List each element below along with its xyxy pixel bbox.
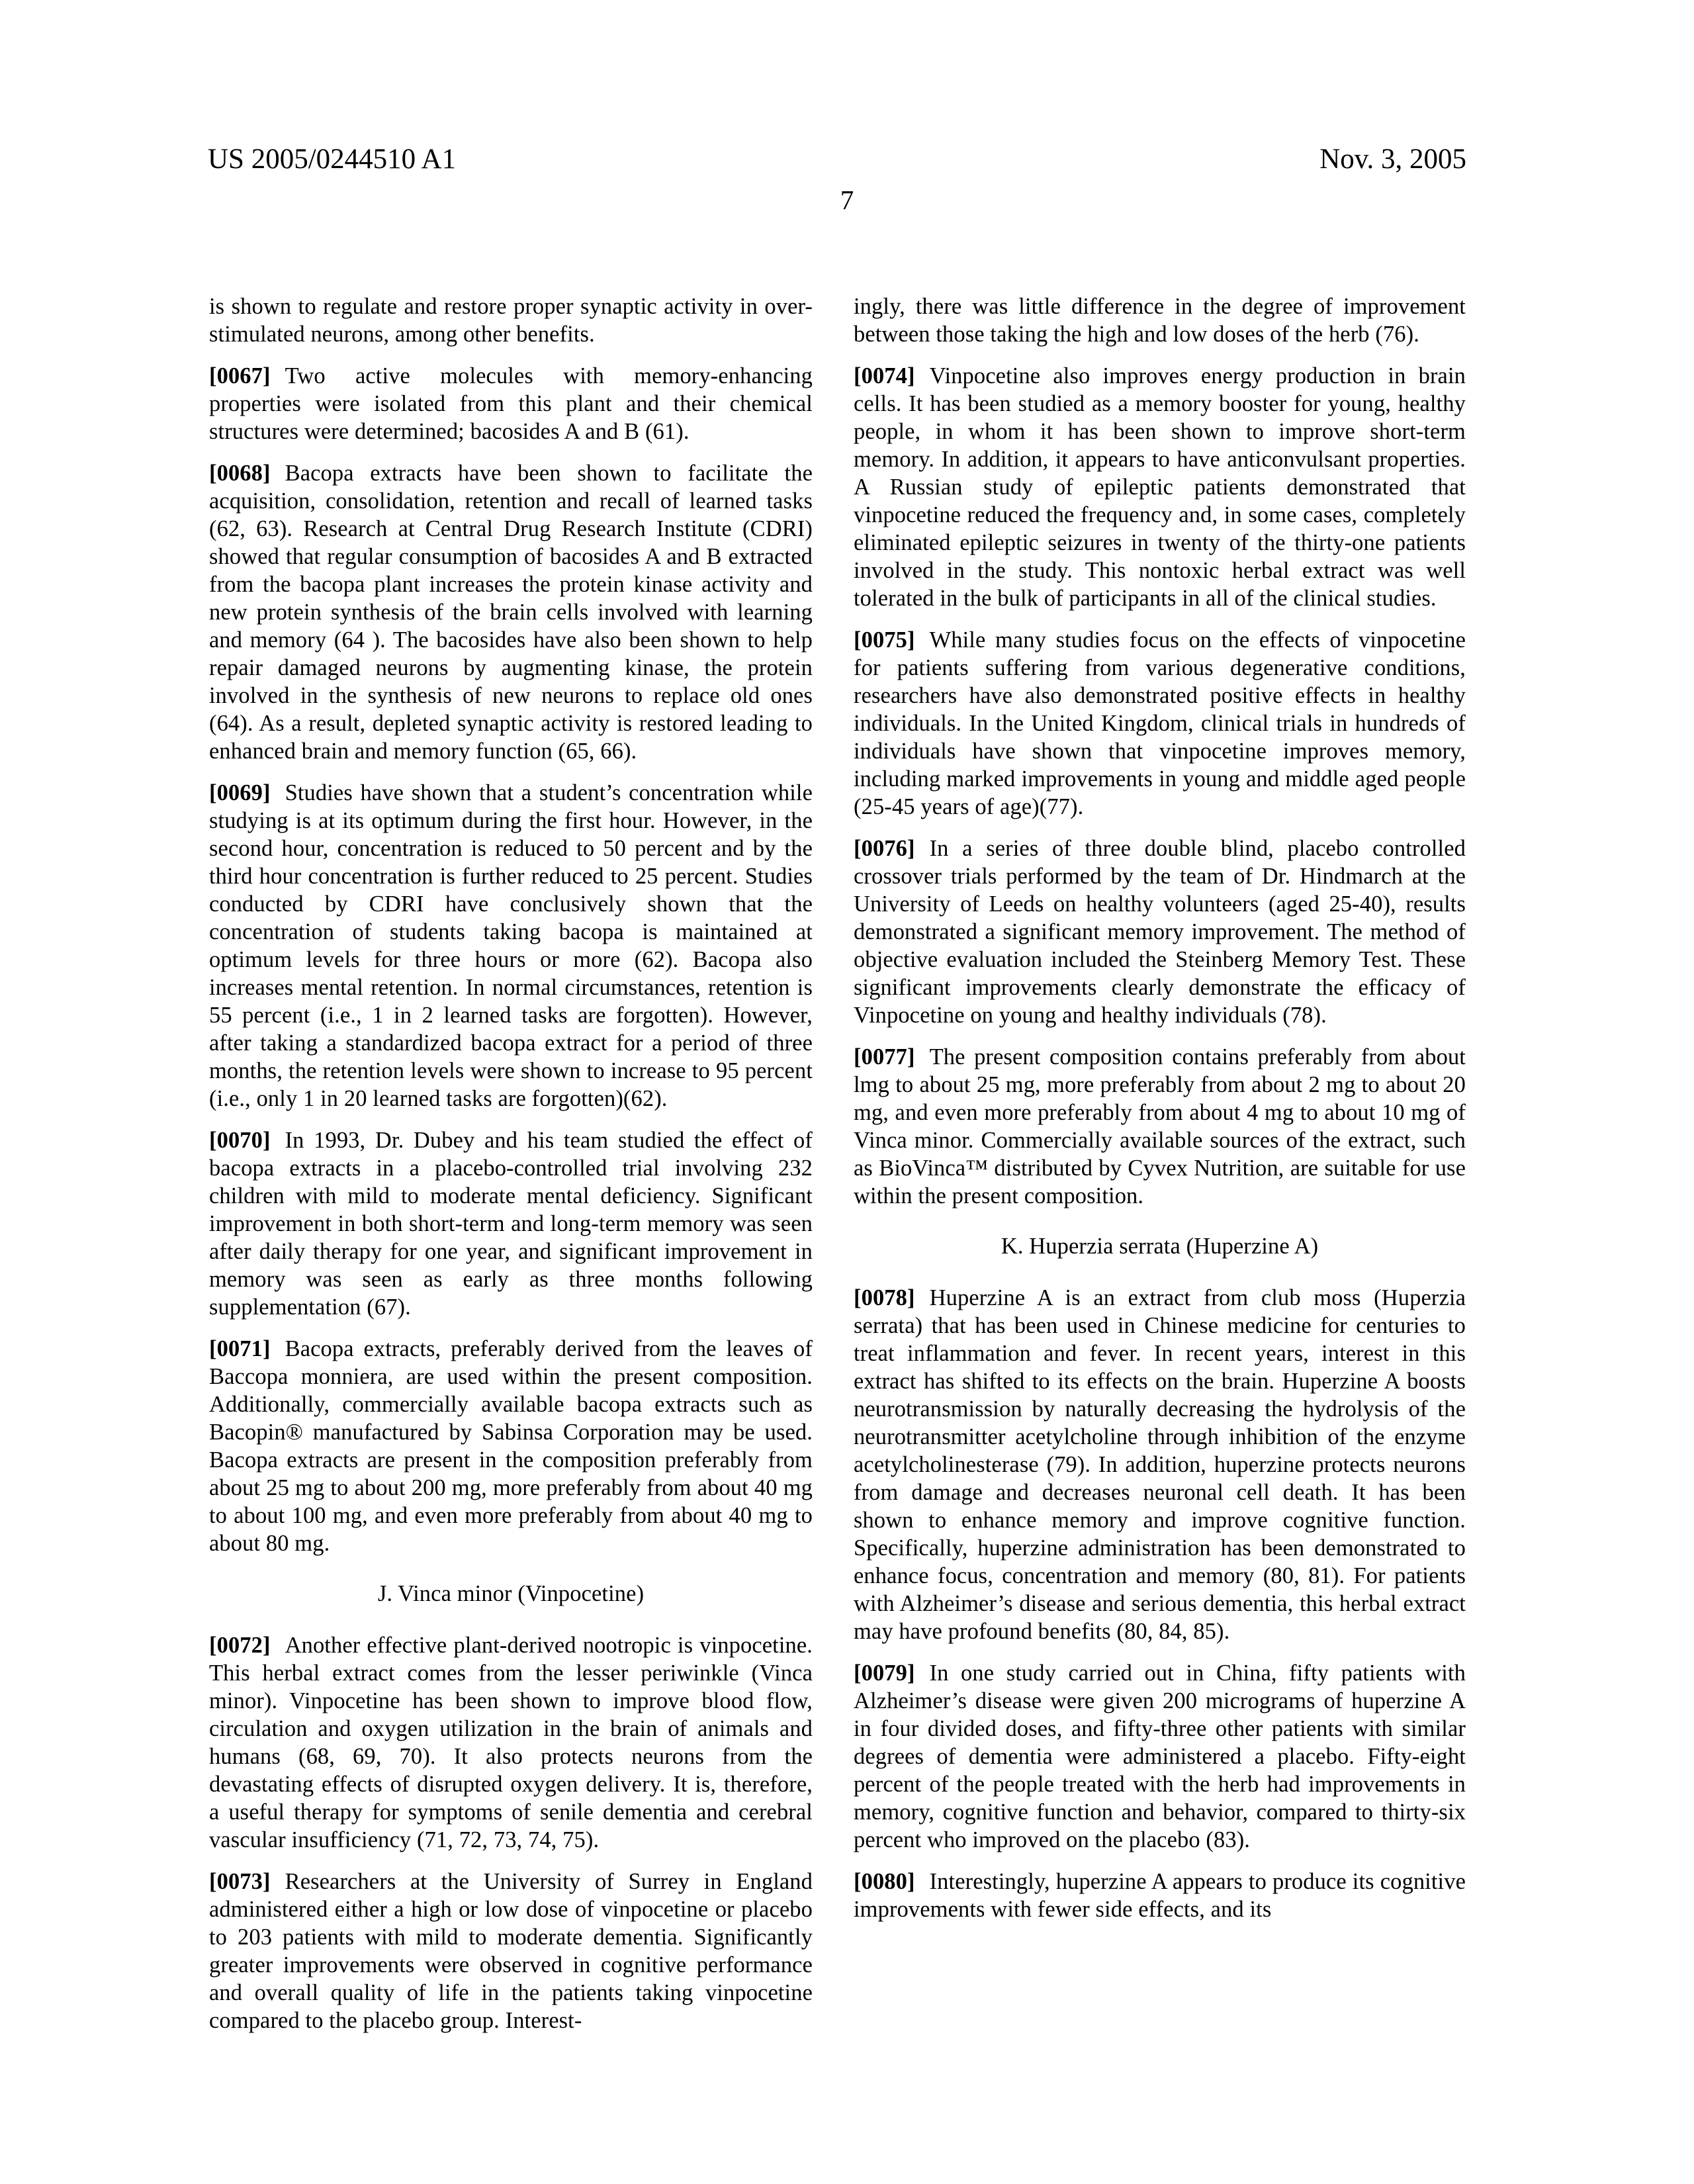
paragraph-number: [0080] [854, 1869, 915, 1894]
paragraph: [0079] In one study carried out in China, fifty patients with Alzheimer’s disease were given 200 micrograms of huperzine A in four divided doses, and fifty-three other patients with similar degrees of dementia were administered a placebo. Fifty-eight percent of the people treated with the herb had improvements in memory, cognitive function and behavior, compared to thirty-six percent who improved on the placebo (83). [854, 1661, 1466, 1852]
paragraph-number: [0068] [209, 461, 271, 486]
patent-number: US 2005/0244510 A1 [208, 144, 457, 175]
paragraph-number: [0070] [209, 1128, 271, 1153]
publication-date: Nov. 3, 2005 [1319, 144, 1466, 175]
paragraph: [0072] Another effective plant-derived nootropic is vinpocetine. This herbal extract comes from the lesser periwinkle (Vinca minor). Vinpocetine has been shown to improve blood flow, circulation and oxygen utilization in the brain of animals and humans (68, 69, 70). It also protects neurons from the devastating effects of disrupted oxygen delivery. It is, therefore, a useful therapy for symptoms of senile dementia and cerebral vascular insufficiency (71, 72, 73, 74, 75). [209, 1633, 813, 1852]
paragraph-number: [0072] [209, 1633, 271, 1658]
page-number: 7 [840, 185, 854, 215]
paragraph-number: [0075] [854, 627, 915, 653]
paragraph: [0078] Huperzine A is an extract from club moss (Huperzia serrata) that has been used in Chinese medicine for centuries to treat inflammation and fever. In recent years, interest in this extract has shifted to its effects on the brain. Huperzine A boosts neurotransmission by naturally decreasing the hydrolysis of the neurotransmitter acetylcholine through inhibition of the enzyme acetylcholinesterase (79). In addition, huperzine protects neurons from damage and decreases neuronal cell death. It has been shown to enhance memory and improve cognitive function. Specifically, huperzine administration has been demonstrated to enhance focus, concentration and memory (80, 81). For patients with Alzheimer’s disease and serious dementia, this herbal extract may have profound benefits (80, 84, 85). [854, 1285, 1466, 1644]
paragraph-number: [0078] [854, 1285, 915, 1310]
text-column-right [854, 293, 1466, 1923]
paragraph: [0069] Studies have shown that a student’s concentration while studying is at its optimum during the first hour. However, in the second hour, concentration is reduced to 50 percent and by the third hour concentration is further reduced to 25 percent. Studies conducted by CDRI have conclusively shown that the concentration of students taking bacopa is maintained at optimum levels for three hours or more (62). Bacopa also increases mental retention. In normal circumstances, retention is 55 percent (i.e., 1 in 2 learned tasks are forgotten). However, after taking a standardized bacopa extract for a period of three months, the retention levels were shown to increase to 95 percent (i.e., only 1 in 20 learned tasks are forgotten)(62). [209, 780, 813, 1111]
paragraph: is shown to regulate and restore proper synaptic activity in over-stimulated neurons, among other benefits. [209, 294, 813, 347]
paragraph-number: [0074] [854, 363, 915, 388]
paragraph-number: [0069] [209, 780, 271, 805]
paragraph: [0071] Bacopa extracts, preferably derived from the leaves of Baccopa monniera, are used within the present composition. Additionally, commercially available bacopa extracts such as Bacopin® manufactured by Sabinsa Corporation may be used. Bacopa extracts are present in the composition preferably from about 25 mg to about 200 mg, more preferably from about 40 mg to about 100 mg, and even more preferably from about 40 mg to about 80 mg. [209, 1336, 813, 1556]
paragraph: [0068] Bacopa extracts have been shown to facilitate the acquisition, consolidation, retention and recall of learned tasks (62, 63). Research at Central Drug Research Institute (CDRI) showed that regular consumption of bacosides A and B extracted from the bacopa plant increases the protein kinase activity and new protein synthesis of the brain cells involved with learning and memory (64 ). The bacosides have also been shown to help repair damaged neurons by augmenting kinase, the protein involved in the synthesis of new neurons to replace old ones (64). As a result, depleted synaptic activity is restored leading to enhanced brain and memory function (65, 66). [209, 461, 813, 764]
paragraph: [0080] Interestingly, huperzine A appears to produce its cognitive improvements with fewer side effects, and its [854, 1869, 1466, 1922]
paragraph-number: [0071] [209, 1336, 271, 1361]
paragraph: [0073] Researchers at the University of Surrey in England administered either a high or low dose of vinpocetine or placebo to 203 patients with mild to moderate dementia. Significantly greater improvements were observed in cognitive performance and overall quality of life in the patients taking vinpocetine compared to the placebo group. Interest- [209, 1869, 813, 2033]
paragraph: [0067] Two active molecules with memory-enhancing properties were isolated from this plant and their chemical structures were determined; bacosides A and B (61). [209, 363, 813, 444]
paragraph: ingly, there was little difference in the degree of improvement between those taking the high and low doses of the herb (76). [854, 294, 1466, 347]
paragraph: [0070] In 1993, Dr. Dubey and his team studied the effect of bacopa extracts in a placebo-controlled trial involving 232 children with mild to moderate mental deficiency. Significant improvement in both short-term and long-term memory was seen after daily therapy for one year, and significant improvement in memory was seen as early as three months following supplementation (67). [209, 1128, 813, 1320]
text-column-left [209, 293, 813, 2034]
paragraph-number: [0077] [854, 1044, 915, 1069]
paragraph: [0076] In a series of three double blind, placebo controlled crossover trials performed by the team of Dr. Hindmarch at the University of Leeds on healthy volunteers (aged 25-40), results demonstrated a significant memory improvement. The method of objective evaluation included the Steinberg Memory Test. These significant improvements clearly demonstrate the efficacy of Vinpocetine on young and healthy individuals (78). [854, 836, 1466, 1028]
paragraph: [0075] While many studies focus on the effects of vinpocetine for patients suffering from various degenerative conditions, researchers have also demonstrated positive effects in healthy individuals. In the United Kingdom, clinical trials in hundreds of individuals have shown that vinpocetine improves memory, including marked improvements in young and middle aged people (25-45 years of age)(77). [854, 627, 1466, 819]
paragraph-number: [0079] [854, 1661, 915, 1686]
paragraph: [0077] The present composition contains preferably from about lmg to about 25 mg, more preferably from about 2 mg to about 20 mg, and even more preferably from about 4 mg to about 10 mg of Vinca minor. Commercially available sources of the extract, such as BioVinca™ distributed by Cyvex Nutrition, are suitable for use within the present composition. [854, 1044, 1466, 1208]
paragraph-number: [0073] [209, 1869, 271, 1894]
paragraph: [0074] Vinpocetine also improves energy production in brain cells. It has been studied as a memory booster for young, healthy people, in whom it has been shown to improve short-term memory. In addition, it appears to have anticonvulsant properties. A Russian study of epileptic patients demonstrated that vinpocetine reduced the frequency and, in some cases, completely eliminated epileptic seizures in twenty of the thirty-one patients involved in the study. This nontoxic herbal extract was well tolerated in the bulk of participants in all of the clinical studies. [854, 363, 1466, 611]
paragraph-number: [0067] [209, 363, 271, 388]
paragraph-number: [0076] [854, 836, 915, 861]
section-heading: K. Huperzia serrata (Huperzine A) [1001, 1234, 1319, 1259]
section-heading: J. Vinca minor (Vinpocetine) [377, 1581, 645, 1606]
